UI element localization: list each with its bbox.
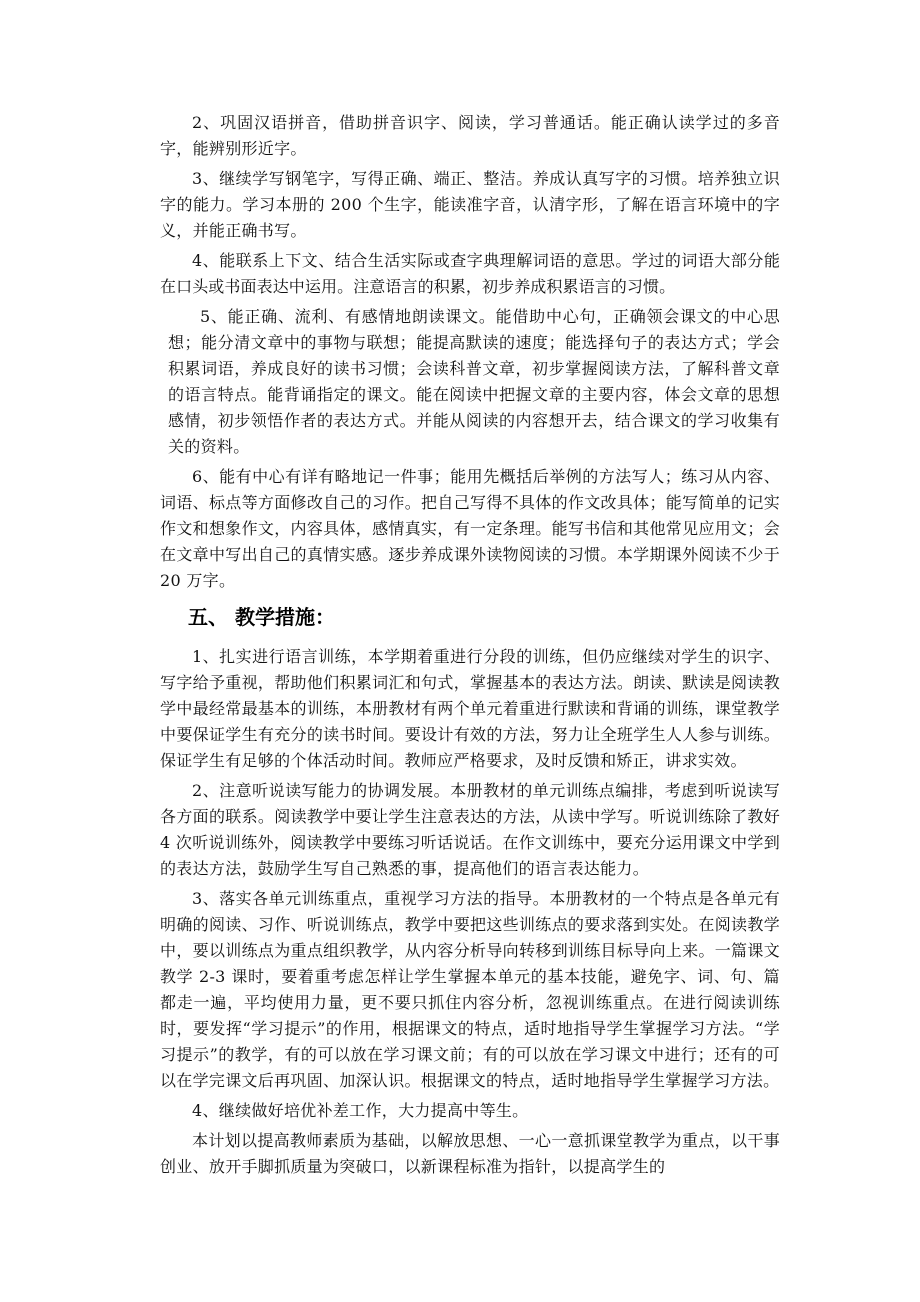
- measure-item-3: 3、落实各单元训练重点，重视学习方法的指导。本册教材的一个特点是各单元有明确的阅读、习作、听说训练点，教学中要把这些训练点的要求落到实处。在阅读教学中，要以训练点为重点组织教学，从内容分析导向转移到训练目标导向上来。一篇课文教学 2-3 课时，要着重考虑怎样让学生掌握本单元的基本技能，避免字、词、句、篇都走一遍，平均使用力量，更不要只抓住内容分析，忽视训练重点。在进行阅读训练时，要发挥“学习提示”的作用，根据课文的特点，适时地指导学生掌握学习方法。“学习提示”的教学，有的可以放在学习课文前；有的可以放在学习课文中进行；还有的可以在学完课文后再巩固、加深认识。根据课文的特点，适时地指导学生掌握学习方法。: [160, 889, 780, 1090]
- goal-item-4: 4、能联系上下文、结合生活实际或查字典理解词语的意思。学过的词语大部分能在口头或书面表达中运用。注意语言的积累，初步养成积累语言的习惯。: [160, 251, 780, 296]
- goal-item-2: 2、巩固汉语拼音，借助拼音识字、阅读，学习普通话。能正确认读学过的多音字，能辨别形近字。: [160, 113, 780, 158]
- document-page: [160, 110, 780, 1184]
- measure-item-4: 4、继续做好培优补差工作，大力提高中等生。: [192, 1101, 529, 1120]
- goal-item-6: 6、能有中心有详有略地记一件事；能用先概括后举例的方法写人；练习从内容、词语、标点等方面修改自己的习作。把自己写得不具体的作文改具体；能写简单的记实作文和想象作文，内容具体，感情真实，有一定条理。能写书信和其他常见应用文；会在文章中写出自己的真情实感。逐步养成课外读物阅读的习惯。本学期课外阅读不少于 20 万字。: [160, 467, 780, 590]
- goal-item-3: 3、继续学写钢笔字，写得正确、端正、整洁。养成认真写字的习惯。培养独立识字的能力。学习本册的 200 个生字，能读准字音，认清字形，了解在语言环境中的字义，并能正确书写。: [160, 169, 780, 240]
- measure-item-1: 1、扎实进行语言训练，本学期着重进行分段的训练，但仍应继续对学生的识字、写字给予重视，帮助他们积累词汇和句式，掌握基本的表达方法。朗读、默读是阅读教学中最经常最基本的训练，本册教材有两个单元着重进行默读和背诵的训练，课堂教学中要保证学生有充分的读书时间。要设计有效的方法，努力让全班学生人人参与训练。保证学生有足够的个体活动时间。教师应严格要求，及时反馈和矫正，讲求实效。: [160, 647, 780, 770]
- measure-item-2: 2、注意听说读写能力的协调发展。本册教材的单元训练点编排，考虑到听说读写各方面的联系。阅读教学中要让学生注意表达的方法，从读中学写。听说训练除了教好 4 次听说训练外，阅读教学中要练习听话说话。在作文训练中，要充分运用课文中学到的表达方法，鼓励学生写自己熟悉的事，提高他们的语言表达能力。: [160, 781, 780, 878]
- goal-item-5: 5、能正确、流利、有感情地朗读课文。能借助中心句，正确领会课文的中心思想；能分清文章中的事物与联想；能提高默读的速度；能选择句子的表达方式；学会积累词语，养成良好的读书习惯；会读科普文章，初步掌握阅读方法，了解科普文章的语言特点。能背诵指定的课文。能在阅读中把握文章的主要内容，体会文章的思想感情，初步领悟作者的表达方式。并能从阅读的内容想开去，结合课文的学习收集有关的资料。: [168, 307, 780, 456]
- section-five-heading: 五、 教学措施：: [188, 605, 335, 629]
- closing-paragraph: 本计划以提高教师素质为基础，以解放思想、一心一意抓课堂教学为重点，以干事创业、放开手脚抓质量为突破口，以新课程标准为指针，以提高学生的: [160, 1131, 780, 1176]
